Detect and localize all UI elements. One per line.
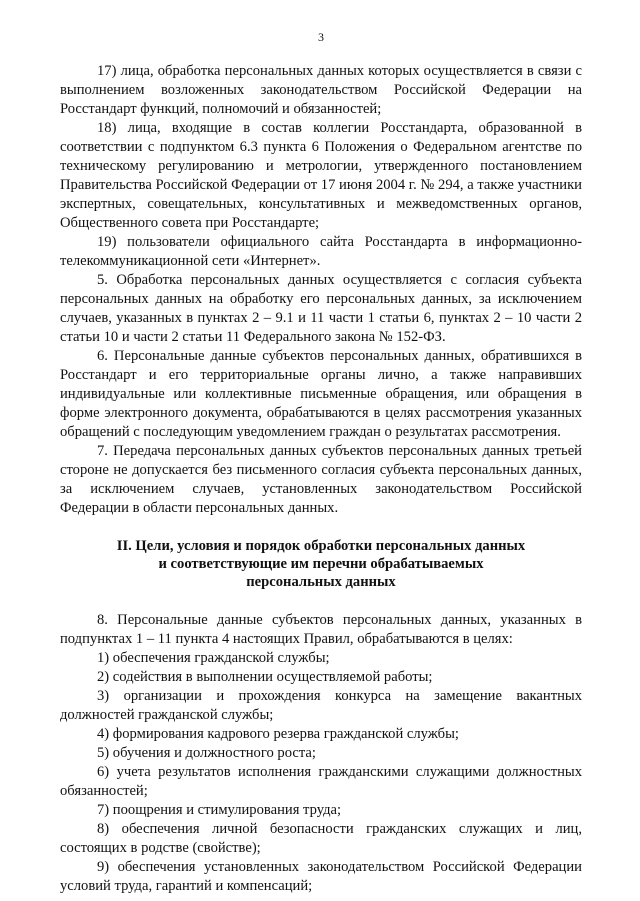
section-heading-line-1: II. Цели, условия и порядок обработки персональных данных bbox=[116, 538, 526, 554]
paragraph-clause-6: 6. Персональные данные субъектов персональных данных, обратившихся в Росстандарт и его территориальные органы лично, а также направивших индивидуальные или коллективные письменные обращения, или обращения в форме электронного документа, обрабатываются в целях рассмотрения указанных обращений с последующим уведомлением граждан о результатах рассмотрения. bbox=[60, 348, 582, 440]
list-item-purpose-1: 1) обеспечения гражданской службы; bbox=[97, 650, 330, 666]
paragraph-clause-8: 8. Персональные данные субъектов персональных данных, указанных в подпунктах 1 – 11 пункта 4 настоящих Правил, обрабатываются в целях: bbox=[60, 612, 582, 647]
list-item-purpose-6: 6) учета результатов исполнения гражданскими служащими должностных обязанностей; bbox=[60, 764, 582, 799]
paragraph-clause-7: 7. Передача персональных данных субъектов персональных данных третьей стороне не допускается без письменного согласия субъекта персональных данных, за исключением случаев, установленных законодательством Российской Федерации в области персональных данных. bbox=[60, 443, 582, 516]
list-item-purpose-9: 9) обеспечения установленных законодательством Российской Федерации условий труда, гарантий и компенсаций; bbox=[60, 859, 582, 894]
list-item-purpose-7: 7) поощрения и стимулирования труда; bbox=[97, 802, 342, 818]
document-page bbox=[60, 30, 582, 896]
list-item-purpose-4: 4) формирования кадрового резерва гражданской службы; bbox=[97, 726, 459, 742]
paragraph-item-19: 19) пользователи официального сайта Росстандарта в информационно-телекоммуникационной сети «Интернет». bbox=[60, 234, 582, 269]
paragraph-item-18: 18) лица, входящие в состав коллегии Росстандарта, образованной в соответствии с подпунктом 6.3 пункта 6 Положения о Федеральном агентстве по техническому регулированию и метрологии, утвержденного постановлением Правительства Российской Федерации от 17 июня 2004 г. № 294, а также участники экспертных, совещательных, консультативных и межведомственных органов, Общественного совета при Росстандарте; bbox=[60, 120, 582, 231]
paragraph-clause-5: 5. Обработка персональных данных осуществляется с согласия субъекта персональных данных на обработку его персональных данных, за исключением случаев, указанных в пунктах 2 – 9.1 и 11 части 1 статьи 6, пунктах 2 – 10 части 2 статьи 10 и части 2 статьи 11 Федерального закона № 152-ФЗ. bbox=[60, 272, 582, 345]
list-item-purpose-5: 5) обучения и должностного роста; bbox=[97, 745, 316, 761]
list-item-purpose-3: 3) организации и прохождения конкурса на замещение вакантных должностей гражданской службы; bbox=[60, 688, 582, 723]
page-number: 3 bbox=[318, 30, 324, 44]
section-heading-line-3: персональных данных bbox=[246, 574, 396, 590]
list-item-purpose-2: 2) содействия в выполнении осуществляемой работы; bbox=[97, 669, 433, 685]
paragraph-item-17: 17) лица, обработка персональных данных которых осуществляется в связи с выполнением возложенных законодательством Российской Федерации на Росстандарт функций, полномочий и обязанностей; bbox=[60, 63, 582, 117]
list-item-purpose-8: 8) обеспечения личной безопасности гражданских служащих и лиц, состоящих в родстве (свойстве); bbox=[60, 821, 582, 856]
section-heading bbox=[60, 537, 582, 591]
section-heading-line-2: и соответствующие им перечни обрабатываемых bbox=[158, 556, 484, 572]
